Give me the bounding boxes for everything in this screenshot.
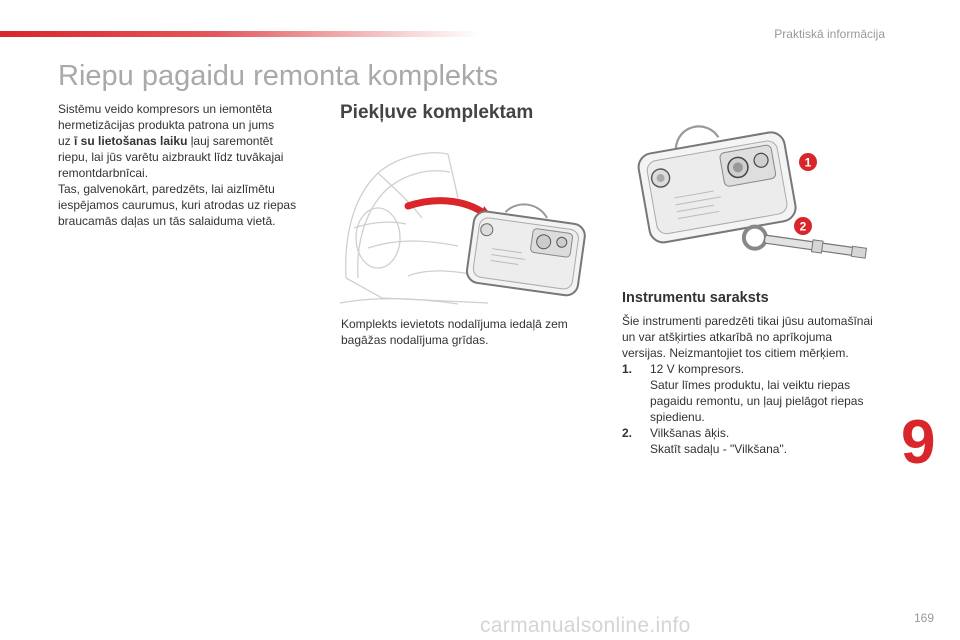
tools-intro-line: un var atšķirties atkarībā no aprīkojuma	[622, 330, 833, 344]
list-item	[622, 361, 884, 425]
chapter-number: 9	[901, 408, 936, 477]
tools-description	[622, 313, 884, 457]
list-item	[622, 425, 884, 457]
intro-line: Sistēmu veido kompresors un iemontēta	[58, 102, 273, 116]
item-line: Skatīt sadaļu - "Vilkšana".	[650, 442, 788, 456]
item-line: spiedienu.	[650, 410, 705, 424]
section-header: Praktiskā informācija	[774, 27, 885, 41]
intro-paragraph	[58, 101, 318, 229]
intro-line: riepu, lai jūs varētu aizbraukt līdz tuvākajai	[58, 150, 284, 164]
trunk-kit-illustration	[338, 128, 600, 308]
intro-bold-text: ī su lietošanas laiku	[74, 134, 188, 148]
intro-line: braucamās daļas un tās salaiduma vietā.	[58, 214, 276, 228]
tools-heading: Instrumentu saraksts	[622, 290, 769, 306]
intro-line: remontdarbnīcai.	[58, 166, 149, 180]
intro-line: Tas, galvenokārt, paredzēts, lai aizlīmētu	[58, 182, 275, 196]
callout-1-label: 1	[804, 155, 812, 170]
caption-line: bagāžas nodalījuma grīdas.	[341, 333, 489, 347]
access-heading: Piekļuve komplektam	[340, 102, 534, 123]
access-caption	[341, 316, 601, 348]
callout-2-label: 2	[799, 219, 807, 234]
item-line: Vilkšanas āķis.	[650, 426, 730, 440]
page-title: Riepu pagaidu remonta komplekts	[58, 60, 499, 92]
intro-line: hermetizācijas produkta patrona un jums	[58, 118, 275, 132]
item-line: Satur līmes produktu, lai veiktu riepas	[650, 378, 851, 392]
intro-line: iespējamos caurumus, kuri atrodas uz riepas	[58, 198, 297, 212]
page-number: 169	[913, 611, 934, 625]
caption-line: Komplekts ievietots nodalījuma iedaļā zem	[341, 317, 568, 331]
tools-list	[622, 361, 884, 457]
header-accent-bar	[0, 31, 480, 37]
tools-illustration	[615, 120, 885, 280]
item-number: 2.	[622, 426, 633, 440]
item-number: 1.	[622, 362, 633, 376]
item-line: 12 V kompresors.	[650, 362, 745, 376]
tools-intro-line: Šie instrumenti paredzēti tikai jūsu automašīnai	[622, 314, 873, 328]
tools-intro-line: versijas. Neizmantojiet tos citiem mērķiem.	[622, 346, 849, 360]
intro-line: ļauj saremontēt	[187, 134, 273, 148]
tools-intro	[622, 313, 884, 361]
intro-line: uz	[58, 134, 75, 148]
item-line: pagaidu remontu, un ļauj pielāgot riepas	[650, 394, 864, 408]
watermark-text: carmanualsonline.info	[480, 614, 691, 637]
